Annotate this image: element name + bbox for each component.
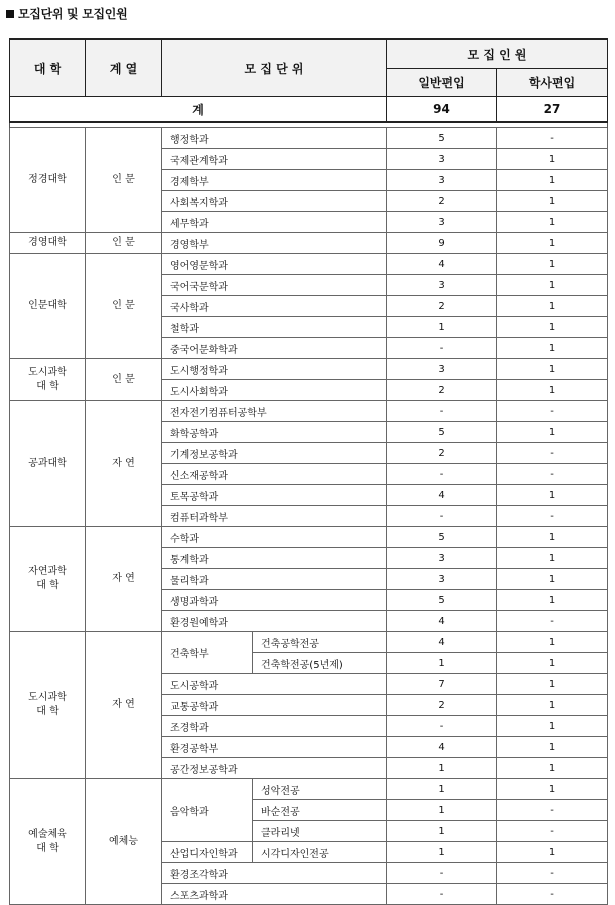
bachelor-cell: - — [497, 884, 608, 905]
bachelor-cell: 1 — [497, 632, 608, 653]
header-quota: 모 집 인 원 — [387, 39, 608, 69]
general-cell: 1 — [387, 779, 497, 800]
table-row — [10, 233, 608, 254]
total-bachelor: 27 — [497, 97, 608, 123]
header-college: 대 학 — [10, 39, 86, 97]
dept-cell: 산업디자인학과 — [162, 842, 253, 863]
unit-cell: 행정학과 — [162, 128, 387, 149]
bachelor-cell: 1 — [497, 485, 608, 506]
bachelor-cell: - — [497, 464, 608, 485]
bachelor-cell: 1 — [497, 779, 608, 800]
unit-cell: 환경조각학과 — [162, 863, 387, 884]
bachelor-cell: 1 — [497, 422, 608, 443]
unit-cell: 도시행정학과 — [162, 359, 387, 380]
bachelor-cell: - — [497, 401, 608, 422]
section-heading — [6, 5, 127, 22]
bachelor-cell: 1 — [497, 359, 608, 380]
table-row — [10, 359, 608, 380]
bachelor-cell: 1 — [497, 191, 608, 212]
college-line2: 대 학 — [36, 706, 59, 717]
college-cell: 인문대학 — [10, 254, 86, 359]
bachelor-cell: 1 — [497, 338, 608, 359]
bachelor-cell: 1 — [497, 695, 608, 716]
general-cell: - — [387, 863, 497, 884]
bachelor-cell: 1 — [497, 527, 608, 548]
unit-cell: 생명과학과 — [162, 590, 387, 611]
bachelor-cell: 1 — [497, 233, 608, 254]
unit-cell: 신소재공학과 — [162, 464, 387, 485]
general-cell: 1 — [387, 317, 497, 338]
general-cell: 3 — [387, 170, 497, 191]
unit-cell: 도시사회학과 — [162, 380, 387, 401]
bachelor-cell: 1 — [497, 149, 608, 170]
general-cell: 3 — [387, 149, 497, 170]
section-title: 모집단위 및 모집인원 — [18, 7, 128, 21]
general-cell: 4 — [387, 485, 497, 506]
major-cell: 건축학전공(5년제) — [253, 653, 387, 674]
admission-quota-table — [9, 38, 608, 905]
dept-cell: 건축학부 — [162, 632, 253, 674]
general-cell: 1 — [387, 842, 497, 863]
unit-cell: 환경공학부 — [162, 737, 387, 758]
general-cell: 4 — [387, 632, 497, 653]
dept-cell: 음악학과 — [162, 779, 253, 842]
bachelor-cell: 1 — [497, 842, 608, 863]
major-cell: 바순전공 — [253, 800, 387, 821]
bachelor-cell: - — [497, 506, 608, 527]
general-cell: 1 — [387, 653, 497, 674]
general-cell: 2 — [387, 296, 497, 317]
table-row — [10, 779, 608, 800]
college-line1: 도시과학 — [28, 366, 67, 378]
unit-cell: 수학과 — [162, 527, 387, 548]
header-field: 계 열 — [86, 39, 162, 97]
general-cell: 3 — [387, 548, 497, 569]
general-cell: 9 — [387, 233, 497, 254]
field-cell: 인 문 — [86, 254, 162, 359]
general-cell: 2 — [387, 380, 497, 401]
bachelor-cell: 1 — [497, 296, 608, 317]
field-cell: 자 연 — [86, 527, 162, 632]
general-cell: - — [387, 464, 497, 485]
unit-cell: 화학공학과 — [162, 422, 387, 443]
unit-cell: 경영학부 — [162, 233, 387, 254]
bachelor-cell: 1 — [497, 212, 608, 233]
unit-cell: 물리학과 — [162, 569, 387, 590]
bachelor-cell: 1 — [497, 548, 608, 569]
bachelor-cell: 1 — [497, 254, 608, 275]
unit-cell: 환경원예학과 — [162, 611, 387, 632]
table-row — [10, 632, 608, 653]
major-cell: 시각디자인전공 — [253, 842, 387, 863]
unit-cell: 국어국문학과 — [162, 275, 387, 296]
general-cell: 4 — [387, 611, 497, 632]
general-cell: 4 — [387, 737, 497, 758]
bachelor-cell: 1 — [497, 275, 608, 296]
unit-cell: 전자전기컴퓨터공학부 — [162, 401, 387, 422]
bachelor-cell: - — [497, 128, 608, 149]
college-cell: 경영대학 — [10, 233, 86, 254]
general-cell: - — [387, 506, 497, 527]
unit-cell: 컴퓨터과학부 — [162, 506, 387, 527]
unit-cell: 국제관계학과 — [162, 149, 387, 170]
general-cell: 1 — [387, 758, 497, 779]
unit-cell: 도시공학과 — [162, 674, 387, 695]
unit-cell: 철학과 — [162, 317, 387, 338]
college-cell: 공과대학 — [10, 401, 86, 527]
unit-cell: 중국어문화학과 — [162, 338, 387, 359]
bachelor-cell: - — [497, 821, 608, 842]
header-general: 일반편입 — [387, 69, 497, 97]
unit-cell: 공간정보공학과 — [162, 758, 387, 779]
unit-cell: 세무학과 — [162, 212, 387, 233]
general-cell: 2 — [387, 191, 497, 212]
general-cell: 7 — [387, 674, 497, 695]
general-cell: 5 — [387, 128, 497, 149]
general-cell: 2 — [387, 443, 497, 464]
unit-cell: 교통공학과 — [162, 695, 387, 716]
unit-cell: 토목공학과 — [162, 485, 387, 506]
bachelor-cell: 1 — [497, 569, 608, 590]
college-cell — [10, 527, 86, 632]
total-row — [10, 97, 608, 123]
field-cell: 인 문 — [86, 128, 162, 233]
college-cell — [10, 632, 86, 779]
bachelor-cell: 1 — [497, 317, 608, 338]
general-cell: 5 — [387, 590, 497, 611]
table-row — [10, 527, 608, 548]
general-cell: 1 — [387, 800, 497, 821]
college-line1: 도시과학 — [28, 692, 67, 703]
total-general: 94 — [387, 97, 497, 123]
unit-cell: 영어영문학과 — [162, 254, 387, 275]
major-cell: 클라리넷 — [253, 821, 387, 842]
general-cell: 3 — [387, 359, 497, 380]
unit-cell: 조경학과 — [162, 716, 387, 737]
unit-cell: 통계학과 — [162, 548, 387, 569]
bachelor-cell: 1 — [497, 737, 608, 758]
field-cell: 자 연 — [86, 401, 162, 527]
general-cell: - — [387, 401, 497, 422]
general-cell: - — [387, 884, 497, 905]
general-cell: 2 — [387, 695, 497, 716]
general-cell: 3 — [387, 212, 497, 233]
bachelor-cell: 1 — [497, 758, 608, 779]
bachelor-cell: 1 — [497, 653, 608, 674]
bachelor-cell: 1 — [497, 380, 608, 401]
bachelor-cell: 1 — [497, 170, 608, 191]
table-row — [10, 254, 608, 275]
college-cell — [10, 779, 86, 905]
general-cell: 3 — [387, 569, 497, 590]
general-cell: 3 — [387, 275, 497, 296]
unit-cell: 국사학과 — [162, 296, 387, 317]
header-bachelor: 학사편입 — [497, 69, 608, 97]
square-bullet-icon — [6, 10, 14, 18]
unit-cell: 스포츠과학과 — [162, 884, 387, 905]
college-line2: 대 학 — [36, 380, 59, 392]
unit-cell: 기계정보공학과 — [162, 443, 387, 464]
field-cell: 인 문 — [86, 359, 162, 401]
college-cell — [10, 359, 86, 401]
college-line2: 대 학 — [36, 580, 59, 591]
bachelor-cell: - — [497, 863, 608, 884]
bachelor-cell: 1 — [497, 590, 608, 611]
field-cell: 자 연 — [86, 632, 162, 779]
general-cell: 1 — [387, 821, 497, 842]
general-cell: 5 — [387, 422, 497, 443]
field-cell: 인 문 — [86, 233, 162, 254]
header-unit: 모 집 단 위 — [162, 39, 387, 97]
college-cell: 정경대학 — [10, 128, 86, 233]
bachelor-cell: - — [497, 800, 608, 821]
major-cell: 건축공학전공 — [253, 632, 387, 653]
total-label: 계 — [10, 97, 387, 123]
bachelor-cell: 1 — [497, 716, 608, 737]
general-cell: - — [387, 716, 497, 737]
bachelor-cell: - — [497, 611, 608, 632]
bachelor-cell: - — [497, 443, 608, 464]
table-row — [10, 128, 608, 149]
bachelor-cell: 1 — [497, 674, 608, 695]
unit-cell: 사회복지학과 — [162, 191, 387, 212]
general-cell: 5 — [387, 527, 497, 548]
table-row — [10, 401, 608, 422]
unit-cell: 경제학부 — [162, 170, 387, 191]
field-cell: 예체능 — [86, 779, 162, 905]
college-line1: 예술체육 — [28, 828, 67, 840]
college-line1: 자연과학 — [28, 566, 67, 577]
major-cell: 성악전공 — [253, 779, 387, 800]
general-cell: 4 — [387, 254, 497, 275]
general-cell: - — [387, 338, 497, 359]
college-line2: 대 학 — [36, 842, 59, 854]
